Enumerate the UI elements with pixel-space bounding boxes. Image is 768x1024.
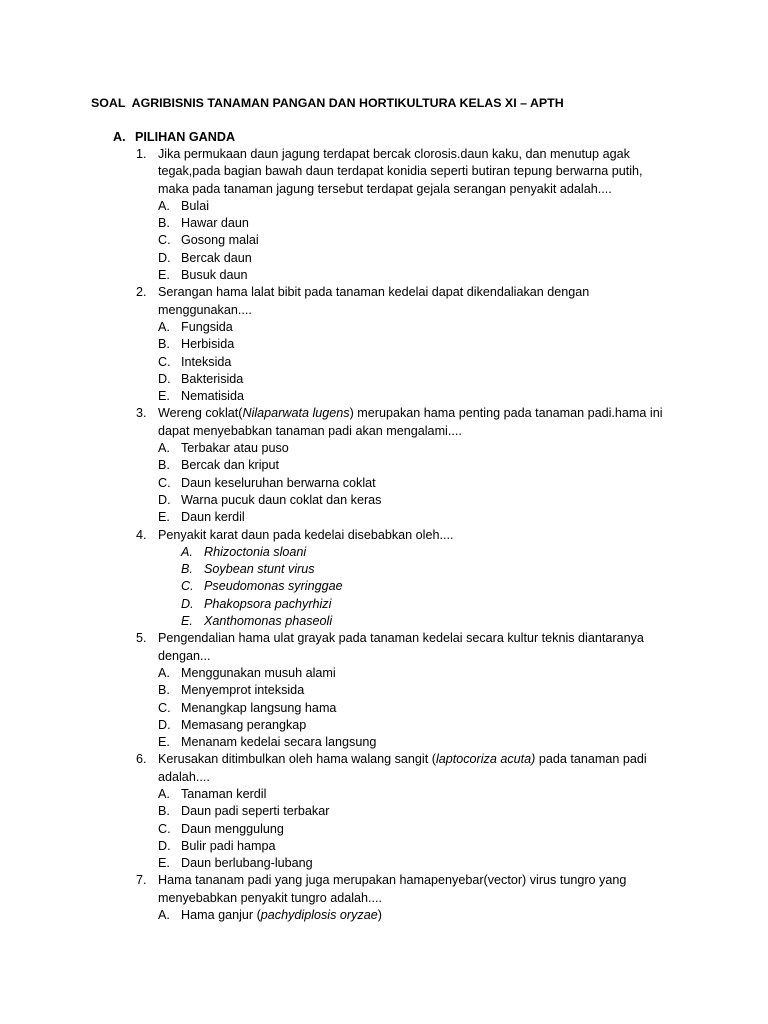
- question-text-segment: Kerusakan ditimbulkan oleh hama walang sangit (: [158, 752, 436, 767]
- option-c: [0, 578, 768, 595]
- question-text-line: Pengendalian hama ulat grayak pada tanaman kedelai secara kultur teknis diantaranya: [158, 631, 644, 646]
- option-text: Xanthomonas phaseoli: [204, 614, 333, 629]
- option-d: [0, 371, 768, 388]
- option-letter: A.: [158, 665, 170, 680]
- option-b: [0, 803, 768, 820]
- option-letter: D.: [158, 371, 171, 386]
- option-letter: D.: [158, 250, 171, 265]
- question-number: 2.: [136, 285, 147, 300]
- question-text-segment: Wereng coklat(: [158, 406, 243, 421]
- option-letter: A.: [158, 441, 170, 456]
- option-text: Menangkap langsung hama: [181, 700, 337, 715]
- question-text-line: menyebabkan penyakit tungro adalah....: [158, 890, 383, 905]
- option-letter: B.: [158, 804, 170, 819]
- option-letter: A.: [158, 786, 170, 801]
- option-letter: B.: [158, 216, 170, 231]
- option-c: [0, 232, 768, 249]
- option-text: Rhizoctonia sloani: [204, 544, 307, 559]
- option-text-segment: Hama ganjur (: [181, 908, 261, 923]
- question-text: [158, 630, 706, 665]
- section-label: PILIHAN GANDA: [135, 130, 236, 144]
- option-letter: D.: [158, 717, 171, 732]
- question-text-line: Serangan hama lalat bibit pada tanaman kedelai dapat dikendaliakan dengan: [158, 285, 590, 300]
- option-letter: E.: [158, 856, 170, 871]
- option-text: [181, 907, 382, 924]
- question-text-line: Jika permukaan daun jagung terdapat bercak clorosis.daun kaku, dan menutup agak: [158, 147, 630, 161]
- option-text: Herbisida: [181, 337, 235, 352]
- question-number: 1.: [136, 147, 147, 161]
- option-d: [0, 717, 768, 734]
- option-e: [0, 613, 768, 630]
- option-text: Menyemprot inteksida: [181, 683, 305, 698]
- option-c: [0, 700, 768, 717]
- document-title: SOAL AGRIBISNIS TANAMAN PANGAN DAN HORTIKULTURA KELAS XI – APTH: [91, 96, 564, 110]
- question-text-line: [158, 751, 688, 768]
- option-a: [0, 198, 768, 215]
- option-letter: E.: [158, 735, 170, 750]
- option-b: [0, 457, 768, 474]
- option-letter: B.: [158, 337, 170, 352]
- option-letter: D.: [158, 492, 171, 507]
- option-text: Daun keseluruhan berwarna coklat: [181, 475, 376, 490]
- section-letter: A.: [113, 130, 126, 144]
- option-letter: C.: [181, 579, 194, 594]
- question-2: [0, 284, 768, 405]
- option-e: [0, 855, 768, 872]
- option-text: Memasang perangkap: [181, 717, 307, 732]
- option-text: Soybean stunt virus: [204, 562, 315, 577]
- option-text: Bercak daun: [181, 250, 252, 265]
- question-number: 3.: [136, 406, 147, 421]
- option-e: [0, 267, 768, 284]
- option-a: [0, 440, 768, 457]
- question-5: [0, 630, 768, 751]
- option-b: [0, 336, 768, 353]
- option-letter: E.: [158, 389, 170, 404]
- option-d: [0, 492, 768, 509]
- option-e: [0, 509, 768, 526]
- question-number: 6.: [136, 752, 147, 767]
- option-letter: B.: [181, 562, 193, 577]
- option-a: [0, 665, 768, 682]
- option-text: Bulai: [181, 198, 210, 213]
- question-4: [0, 527, 768, 631]
- option-c: [0, 475, 768, 492]
- option-text: Terbakar atau puso: [181, 441, 289, 456]
- option-text: Busuk daun: [181, 268, 248, 283]
- option-text: Daun berlubang-lubang: [181, 856, 313, 871]
- question-text-line: [158, 405, 688, 422]
- question-text-line: dengan...: [158, 648, 211, 663]
- question-text: [158, 146, 688, 198]
- option-text: Phakopsora pachyrhizi: [204, 596, 332, 611]
- option-a: [0, 907, 768, 924]
- option-text: Daun menggulung: [181, 821, 284, 836]
- option-e: [0, 388, 768, 405]
- option-letter: A.: [158, 198, 170, 213]
- option-b: [0, 561, 768, 578]
- option-text: Hawar daun: [181, 216, 249, 231]
- option-c: [0, 821, 768, 838]
- option-text: Fungsida: [181, 319, 233, 334]
- option-letter: A.: [158, 908, 170, 923]
- question-number: 7.: [136, 873, 147, 888]
- option-letter: E.: [158, 510, 170, 525]
- option-text: Bulir padi hampa: [181, 838, 276, 853]
- question-text: [158, 527, 688, 544]
- species-name: pachydiplosis oryzae: [260, 908, 378, 923]
- question-text-line: adalah....: [158, 769, 210, 784]
- question-list: [0, 146, 768, 924]
- question-text-line: menggunakan....: [158, 302, 252, 317]
- option-text: Bakterisida: [181, 371, 244, 386]
- option-letter: A.: [158, 319, 170, 334]
- option-e: [0, 734, 768, 751]
- question-text-line: maka pada tanaman jagung tersebut terdapat gejala serangan penyakit adalah....: [158, 181, 612, 196]
- option-letter: C.: [158, 821, 171, 836]
- option-text: Daun kerdil: [181, 510, 245, 525]
- option-letter: E.: [181, 614, 193, 629]
- option-a: [0, 786, 768, 803]
- question-text-line: tegak,pada bagian bawah daun terdapat konidia seperti butiran tepung berwarna putih,: [158, 164, 643, 179]
- option-a: [0, 544, 768, 561]
- option-text: Bercak dan kriput: [181, 458, 280, 473]
- question-text: [158, 405, 688, 440]
- option-letter: A.: [181, 544, 193, 559]
- option-d: [0, 838, 768, 855]
- option-text: Inteksida: [181, 354, 232, 369]
- section-heading: [113, 129, 235, 146]
- option-letter: E.: [158, 268, 170, 283]
- option-text: Warna pucuk daun coklat dan keras: [181, 492, 382, 507]
- question-text-line: dapat menyebabkan tanaman padi akan mengalami....: [158, 423, 462, 438]
- question-text: [158, 751, 688, 786]
- option-d: [0, 596, 768, 613]
- option-text: Menggunakan musuh alami: [181, 665, 336, 680]
- option-text: Tanaman kerdil: [181, 786, 267, 801]
- option-text: Nematisida: [181, 389, 244, 404]
- option-b: [0, 215, 768, 232]
- option-text: Daun padi seperti terbakar: [181, 804, 330, 819]
- option-c: [0, 354, 768, 371]
- option-d: [0, 250, 768, 267]
- question-number: 5.: [136, 631, 147, 646]
- option-letter: C.: [158, 475, 171, 490]
- option-letter: B.: [158, 458, 170, 473]
- option-letter: D.: [158, 838, 171, 853]
- question-text-line: Penyakit karat daun pada kedelai disebabkan oleh....: [158, 527, 454, 542]
- question-7: [0, 872, 768, 924]
- option-text: Pseudomonas syringgae: [204, 579, 343, 594]
- option-text: Menanam kedelai secara langsung: [181, 735, 377, 750]
- option-letter: D.: [181, 596, 194, 611]
- option-b: [0, 682, 768, 699]
- option-letter: B.: [158, 683, 170, 698]
- species-name: Nilaparwata lugens: [242, 406, 350, 421]
- question-1: [0, 146, 768, 284]
- option-letter: C.: [158, 233, 171, 248]
- option-text-segment: ): [377, 908, 382, 923]
- question-text-segment: pada tanaman padi: [535, 752, 647, 767]
- question-text-segment: ) merupakan hama penting pada tanaman padi.hama ini: [349, 406, 663, 421]
- option-a: [0, 319, 768, 336]
- question-number: 4.: [136, 527, 147, 542]
- question-text: [158, 284, 688, 319]
- option-letter: C.: [158, 700, 171, 715]
- option-letter: C.: [158, 354, 171, 369]
- question-6: [0, 751, 768, 872]
- option-text: Gosong malai: [181, 233, 259, 248]
- question-3: [0, 405, 768, 526]
- species-name: laptocoriza acuta): [435, 752, 536, 767]
- question-text: [158, 872, 688, 907]
- question-text-line: Hama tananam padi yang juga merupakan hamapenyebar(vector) virus tungro yang: [158, 873, 627, 888]
